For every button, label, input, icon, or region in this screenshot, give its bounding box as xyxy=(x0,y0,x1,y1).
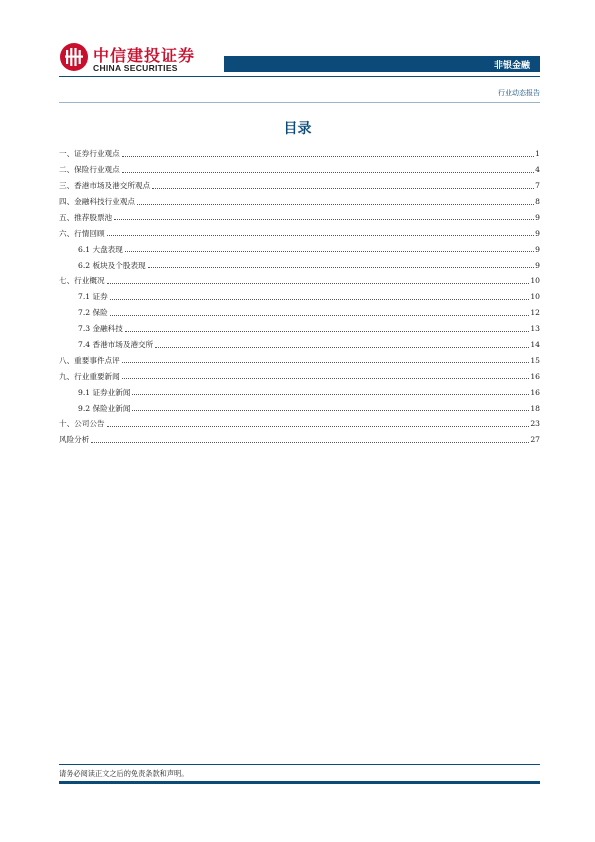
toc-entry-label: 五、推荐股票池 xyxy=(59,212,113,222)
footer-disclaimer: 请务必阅读正文之后的免责条款和声明。 xyxy=(59,769,189,778)
toc-entry-label: 三、香港市场及港交所观点 xyxy=(59,181,151,191)
toc-entry-label: 7.1 证券 xyxy=(78,292,108,302)
toc-entry[interactable] xyxy=(59,142,540,158)
header-section-bar xyxy=(224,56,540,72)
toc-entry-page: 16 xyxy=(530,371,540,381)
toc-entry-page: 10 xyxy=(530,292,540,302)
toc-entry[interactable] xyxy=(59,237,540,253)
toc-leader-dots xyxy=(122,171,534,173)
toc-entry[interactable] xyxy=(59,158,540,174)
header-section-label: 非银金融 xyxy=(493,61,530,71)
toc-entry-page: 27 xyxy=(530,435,540,445)
toc-leader-dots xyxy=(122,155,534,157)
toc-entry-label: 6.2 板块及个股表现 xyxy=(78,260,146,270)
toc-leader-dots xyxy=(107,234,535,236)
toc-leader-dots xyxy=(132,409,529,411)
toc-leader-dots xyxy=(125,330,529,332)
toc-entry-label: 十、公司公告 xyxy=(59,419,105,429)
toc-entry-page: 9 xyxy=(535,260,540,270)
company-logo xyxy=(59,42,199,78)
toc-entry[interactable] xyxy=(59,396,540,412)
toc-entry-page: 9 xyxy=(535,244,540,254)
toc-leader-dots xyxy=(132,393,529,395)
toc-entry-label: 四、金融科技行业观点 xyxy=(59,196,135,206)
toc-entry[interactable] xyxy=(59,412,540,428)
toc-entry-page: 10 xyxy=(530,276,540,286)
toc-entry-label: 7.3 金融科技 xyxy=(78,324,123,334)
toc-title: 目录 xyxy=(283,121,312,137)
toc-leader-dots xyxy=(155,346,529,348)
toc-entry-page: 9 xyxy=(535,212,540,222)
table-of-contents xyxy=(59,142,540,444)
toc-entry[interactable] xyxy=(59,253,540,269)
china-securities-logo-icon xyxy=(59,42,89,72)
toc-entry[interactable] xyxy=(59,269,540,285)
toc-entry[interactable] xyxy=(59,174,540,190)
toc-entry[interactable] xyxy=(59,333,540,349)
logo-chinese-name: 中信建投证券 xyxy=(93,46,196,65)
header-divider xyxy=(59,76,540,77)
toc-entry-page: 13 xyxy=(530,324,540,334)
toc-entry-label: 九、行业重要新闻 xyxy=(59,371,120,381)
toc-entry-page: 7 xyxy=(535,181,540,191)
toc-entry-page: 14 xyxy=(530,339,540,349)
toc-leader-dots xyxy=(110,314,530,316)
toc-leader-dots xyxy=(148,266,535,268)
toc-entry-label: 六、行情回顾 xyxy=(59,228,105,238)
toc-entry[interactable] xyxy=(59,380,540,396)
toc-entry-page: 12 xyxy=(530,308,540,318)
toc-entry[interactable] xyxy=(59,317,540,333)
toc-entry-label: 7.4 香港市场及港交所 xyxy=(78,339,154,349)
toc-entry[interactable] xyxy=(59,428,540,444)
toc-leader-dots xyxy=(110,298,530,300)
toc-leader-dots xyxy=(125,250,534,252)
toc-entry-label: 二、保险行业观点 xyxy=(59,165,120,175)
toc-leader-dots xyxy=(122,377,530,379)
toc-entry-label: 9.2 保险业新闻 xyxy=(78,403,131,413)
toc-entry-page: 16 xyxy=(530,387,540,397)
toc-entry-label: 一、证券行业观点 xyxy=(59,149,120,159)
toc-entry-page: 18 xyxy=(530,403,540,413)
toc-entry-label: 6.1 大盘表现 xyxy=(78,244,123,254)
toc-entry-label: 7.2 保险 xyxy=(78,308,108,318)
toc-entry-page: 4 xyxy=(535,165,540,175)
toc-entry-label: 风险分析 xyxy=(59,435,90,445)
report-type-label: 行业动态报告 xyxy=(498,89,540,97)
toc-leader-dots xyxy=(107,282,530,284)
toc-leader-dots xyxy=(122,361,530,363)
footer-bar xyxy=(59,781,540,784)
report-type-divider xyxy=(59,102,540,103)
toc-entry-page: 9 xyxy=(535,228,540,238)
toc-entry[interactable] xyxy=(59,349,540,365)
toc-leader-dots xyxy=(152,187,534,189)
toc-entry[interactable] xyxy=(59,301,540,317)
toc-entry[interactable] xyxy=(59,364,540,380)
logo-english-name: CHINA SECURITIES xyxy=(93,63,178,73)
toc-entry-page: 1 xyxy=(535,149,540,159)
toc-entry[interactable] xyxy=(59,206,540,222)
toc-leader-dots xyxy=(107,425,530,427)
toc-leader-dots xyxy=(114,218,534,220)
toc-entry[interactable] xyxy=(59,221,540,237)
toc-leader-dots xyxy=(137,203,534,205)
footer-divider xyxy=(59,764,540,765)
toc-entry-page: 15 xyxy=(530,355,540,365)
toc-entry-label: 9.1 证券业新闻 xyxy=(78,387,131,397)
toc-entry-page: 8 xyxy=(535,196,540,206)
toc-entry-label: 八、重要事件点评 xyxy=(59,355,120,365)
toc-entry-label: 七、行业概况 xyxy=(59,276,105,286)
toc-entry[interactable] xyxy=(59,285,540,301)
toc-entry[interactable] xyxy=(59,190,540,206)
toc-leader-dots xyxy=(91,441,529,443)
toc-entry-page: 23 xyxy=(530,419,540,429)
